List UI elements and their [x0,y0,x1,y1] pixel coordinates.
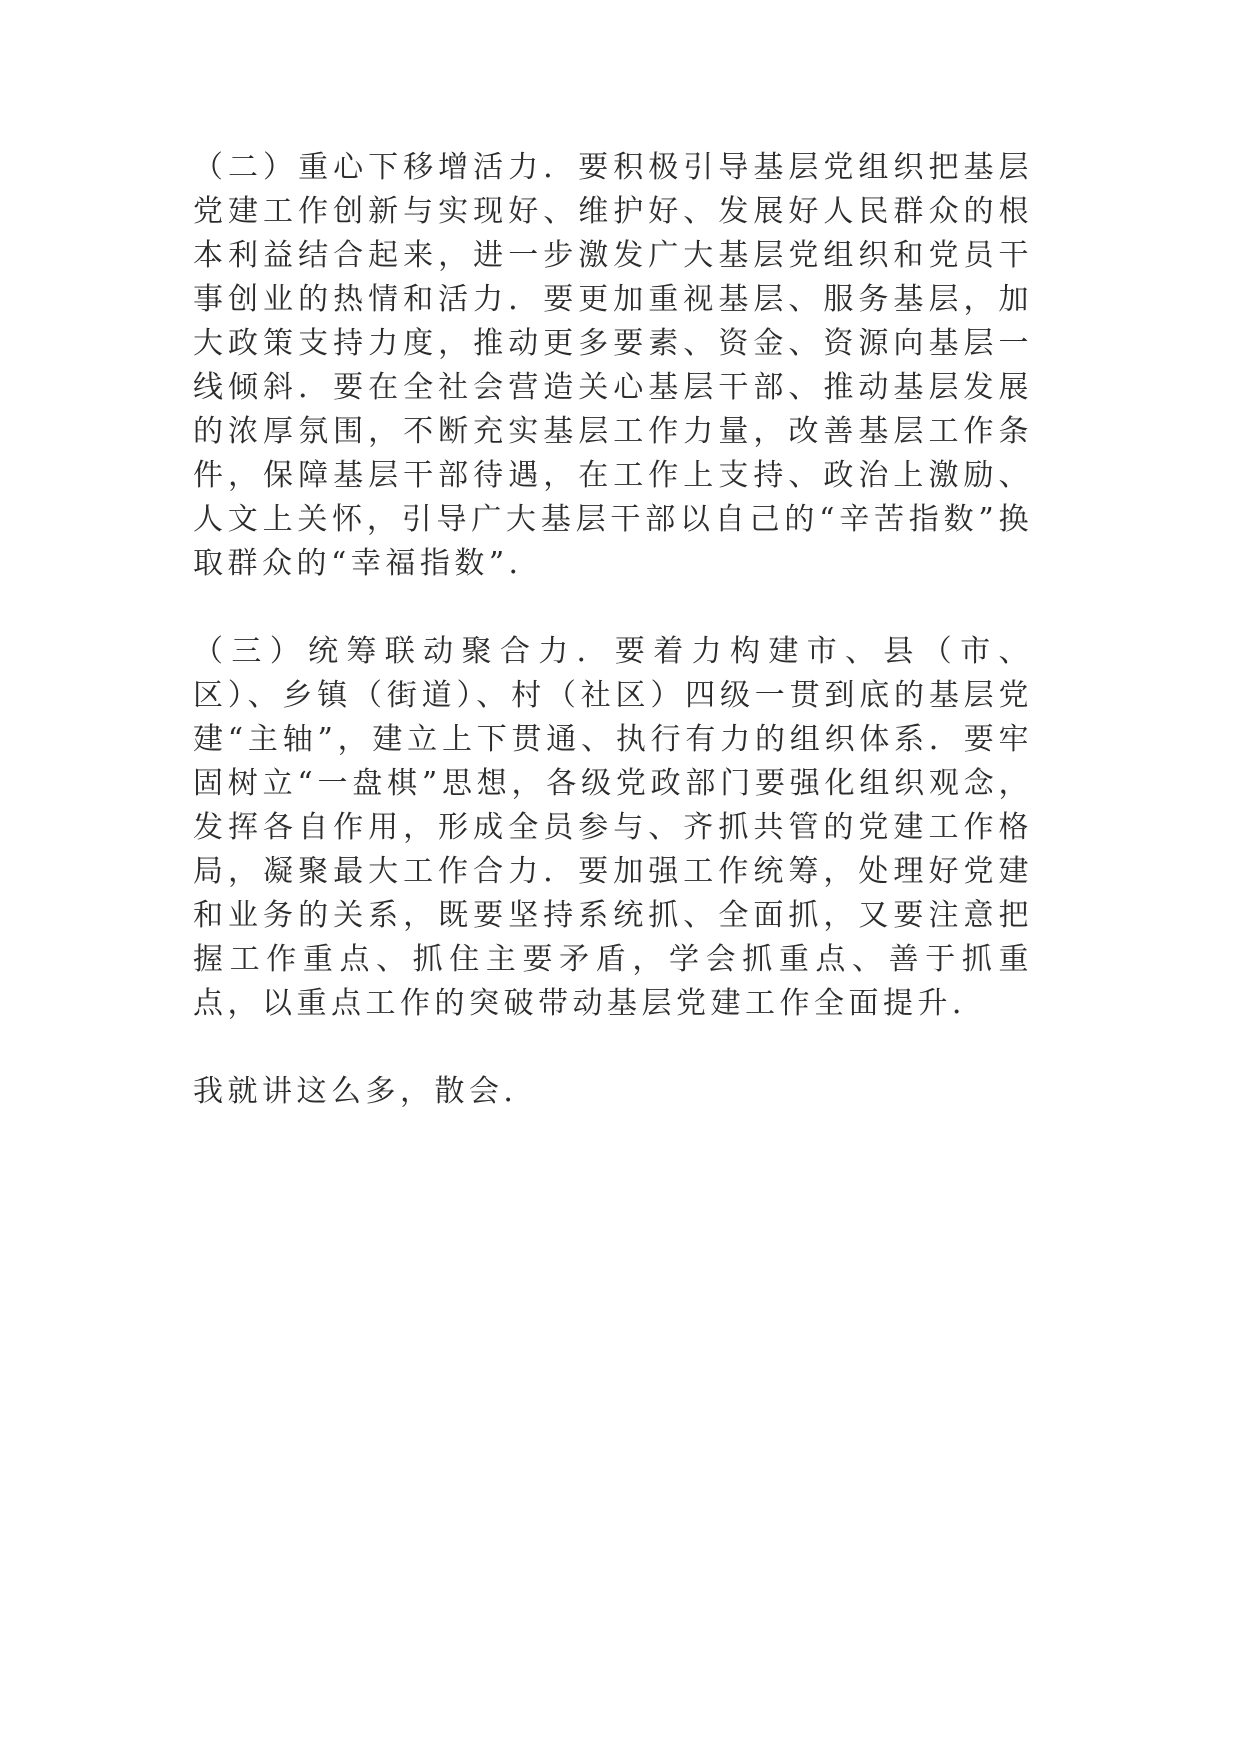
document-body [193,146,1033,1158]
paragraph-closing: 我就讲这么多，散会． [193,1074,538,1109]
paragraph-section-two: （二）重心下移增活力．要积极引导基层党组织把基层党建工作创新与实现好、维护好、发展好人民群众的根本利益结合起来，进一步激发广大基层党组织和党员干事创业的热情和活力．要更加重视基层、服务基层，加大政策支持力度，推动更多要素、资金、资源向基层一线倾斜．要在全社会营造关心基层干部、推动基层发展的浓厚氛围，不断充实基层工作力量，改善基层工作条件，保障基层干部待遇，在工作上支持、政治上激励、人文上关怀，引导广大基层干部以自己的“辛苦指数”换取群众的“幸福指数”． [193,150,1033,581]
paragraph-section-three: （三）统筹联动聚合力．要着力构建市、县（市、区）、乡镇（街道）、村（社区）四级一贯到底的基层党建“主轴”，建立上下贯通、执行有力的组织体系．要牢固树立“一盘棋”思想，各级党政部门要强化组织观念，发挥各自作用，形成全员参与、齐抓共管的党建工作格局，凝聚最大工作合力．要加强工作统筹，处理好党建和业务的关系，既要坚持系统抓、全面抓，又要注意把握工作重点、抓住主要矛盾，学会抓重点、善于抓重点，以重点工作的突破带动基层党建工作全面提升． [193,634,1033,1021]
